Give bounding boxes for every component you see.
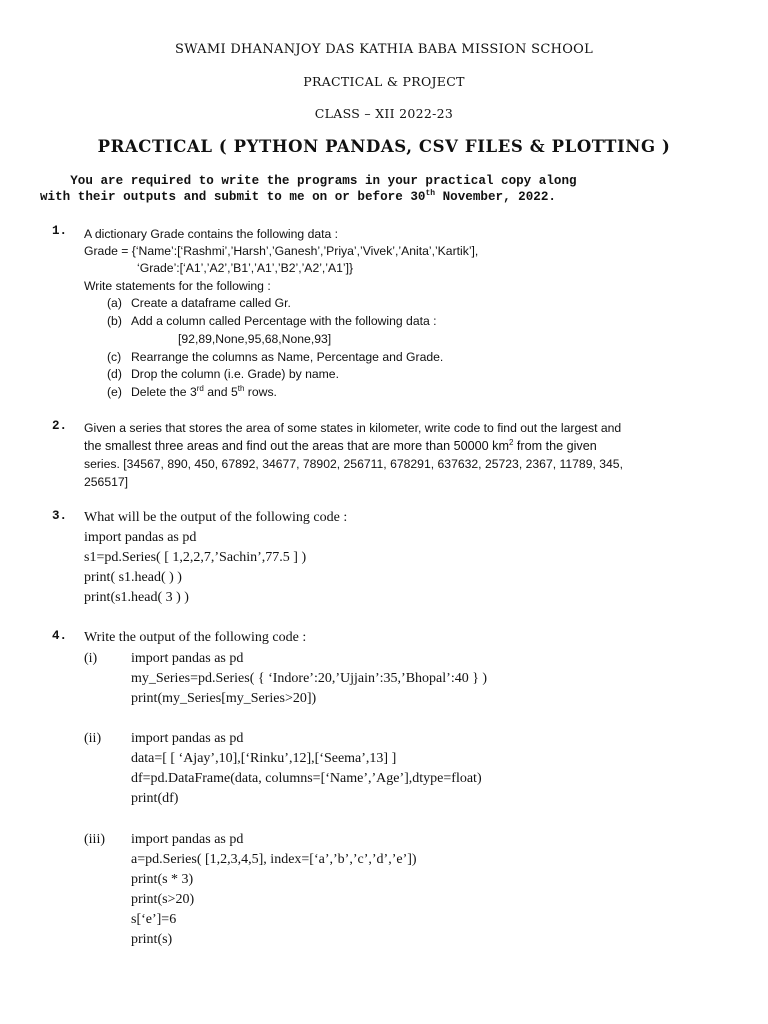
q1-d-text: Drop the column (i.e. Grade) by name. bbox=[131, 367, 339, 381]
practical-title: PRACTICAL ( PYTHON PANDAS, CSV FILES & PLOTTING ) bbox=[97, 137, 671, 156]
q1-a-label: (a) bbox=[107, 296, 122, 310]
q1-line-4: Write statements for the following : bbox=[84, 279, 271, 293]
q1-line-2: Grade = {‘Name’:[‘Rashmi’,’Harsh’,’Ganesh’,’Priya’,’Vivek’,’Anita’,’Kartik’], bbox=[84, 244, 479, 258]
q4-iii-label: (iii) bbox=[84, 832, 105, 847]
q4-i-line-3: print(my_Series[my_Series>20]) bbox=[131, 691, 317, 706]
q2-line-3: series. [34567, 890, 450, 67892, 34677, 78902, 256711, 678291, 637632, 25723, 2367, 11789, 345, bbox=[84, 457, 623, 471]
q1-e-text: Delete the 3rd and 5th rows. bbox=[131, 383, 277, 399]
question-1-number: 1. bbox=[52, 224, 68, 238]
q4-iii-line-5: s[‘e’]=6 bbox=[131, 912, 177, 927]
q2-line-4: 256517] bbox=[84, 475, 129, 489]
q4-ii-line-2: data=[ [ ‘Ajay’,10],[‘Rinku’,12],[‘Seema’,13] ] bbox=[131, 751, 397, 766]
question-2-number: 2. bbox=[52, 419, 68, 433]
q3-line-1: What will be the output of the following code : bbox=[84, 510, 348, 525]
q1-d-label: (d) bbox=[107, 367, 122, 381]
q4-iii-line-3: print(s * 3) bbox=[131, 872, 194, 887]
q4-ii-line-1: import pandas as pd bbox=[131, 731, 244, 746]
q1-b-text: Add a column called Percentage with the following data : bbox=[131, 314, 437, 328]
q4-iii-line-2: a=pd.Series( [1,2,3,4,5], index=[‘a’,’b’,’c’,’d’,’e’]) bbox=[131, 852, 417, 867]
q4-i-label: (i) bbox=[84, 651, 98, 666]
q4-i-line-1: import pandas as pd bbox=[131, 651, 244, 666]
q1-c-label: (c) bbox=[107, 350, 122, 364]
q4-iii-line-6: print(s) bbox=[131, 932, 173, 947]
q4-i-line-2: my_Series=pd.Series( { ‘Indore’:20,’Ujjain’:35,’Bhopal’:40 } ) bbox=[131, 671, 488, 686]
q1-a-text: Create a dataframe called Gr. bbox=[131, 296, 291, 310]
q2-line-1: Given a series that stores the area of some states in kilometer, write code to find out the largest and bbox=[84, 421, 622, 435]
document-subtitle: PRACTICAL & PROJECT bbox=[303, 74, 465, 89]
q1-line-1: A dictionary Grade contains the following data : bbox=[84, 227, 339, 241]
q1-e-label: (e) bbox=[107, 385, 122, 399]
question-4-number: 4. bbox=[52, 629, 68, 643]
question-3-number: 3. bbox=[52, 509, 68, 523]
class-year: CLASS – XII 2022-23 bbox=[314, 106, 454, 121]
q3-line-4: print( s1.head( ) ) bbox=[84, 570, 182, 585]
q3-line-3: s1=pd.Series( [ 1,2,2,7,’Sachin’,77.5 ] ) bbox=[84, 550, 307, 565]
q4-ii-line-3: df=pd.DataFrame(data, columns=[‘Name’,’Age’],dtype=float) bbox=[131, 771, 482, 786]
q4-iii-line-1: import pandas as pd bbox=[131, 832, 244, 847]
q4-ii-line-4: print(df) bbox=[131, 791, 179, 806]
q2-line-2: the smallest three areas and find out the areas that are more than 50000 $km^2$ from the given bbox=[84, 437, 597, 453]
intro-line-1: You are required to write the programs in your practical copy along bbox=[40, 174, 577, 188]
q1-b-label: (b) bbox=[107, 314, 122, 328]
q4-iii-line-4: print(s>20) bbox=[131, 892, 195, 907]
q4-ii-label: (ii) bbox=[84, 731, 102, 746]
school-name: SWAMI DHANANJOY DAS KATHIA BABA MISSION SCHOOL bbox=[174, 42, 594, 57]
q3-line-2: import pandas as pd bbox=[84, 530, 197, 545]
q4-line-1: Write the output of the following code : bbox=[84, 630, 307, 645]
intro-line-2: with their outputs and submit to me on or before 30th November, 2022. bbox=[40, 188, 556, 204]
q1-b-data: [92,89,None,95,68,None,93] bbox=[178, 332, 332, 346]
q1-line-3: ‘Grade’:[‘A1’,’A2’,’B1’,’A1’,’B2’,’A2’,’A1’]} bbox=[137, 261, 354, 275]
q1-c-text: Rearrange the columns as Name, Percentage and Grade. bbox=[131, 350, 444, 364]
q3-line-5: print(s1.head( 3 ) ) bbox=[84, 590, 189, 605]
